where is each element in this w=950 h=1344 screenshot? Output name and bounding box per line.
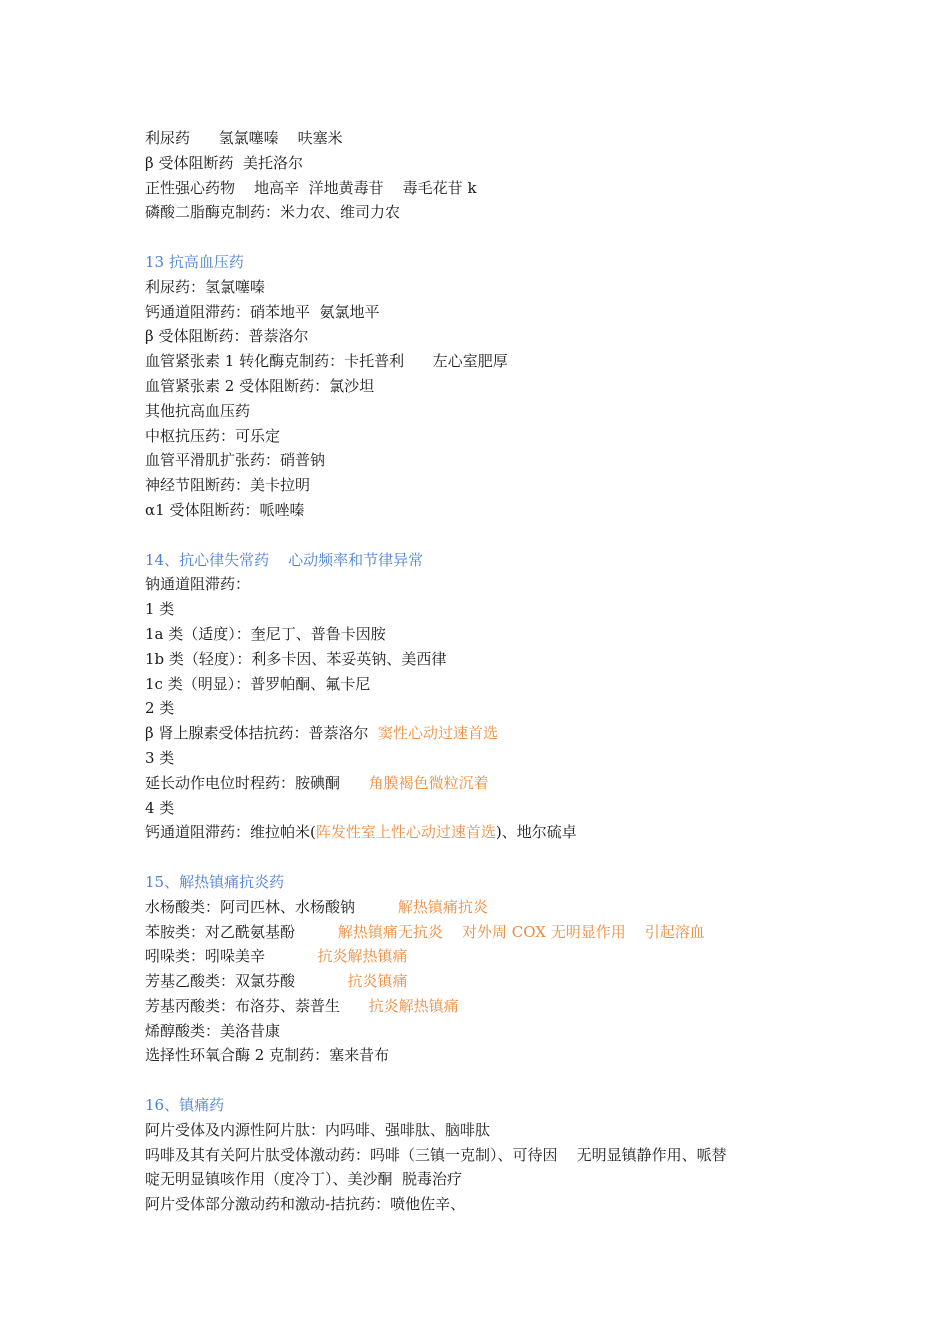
text-line: 利尿药 氢氯噻嗪 呋塞米 bbox=[145, 129, 343, 147]
section-heading-14: 14、抗心律失常药 心动频率和节律异常 bbox=[145, 550, 424, 569]
paragraph-gap bbox=[145, 1068, 825, 1093]
text-line: 血管紧张素 2 受体阻断药：氯沙坦 bbox=[145, 376, 375, 395]
text-line: β 受体阻断药：普萘洛尔 bbox=[145, 327, 309, 346]
text-line: 1 类 bbox=[145, 600, 175, 619]
highlight-note: 抗炎镇痛 bbox=[347, 972, 408, 991]
paragraph-gap bbox=[145, 845, 825, 870]
text-line bbox=[145, 969, 825, 994]
text-line: 磷酸二脂酶克制药：米力农、维司力农 bbox=[145, 203, 401, 222]
text-line: 2 类 bbox=[145, 699, 175, 718]
text-line: 血管平滑肌扩张药：硝普钠 bbox=[145, 451, 326, 470]
text-line: 阿片受体部分激动药和激动-拮抗药：喷他佐辛、 bbox=[145, 1195, 466, 1214]
text-line bbox=[145, 721, 825, 746]
text-line: α1 受体阻断药：哌唑嗪 bbox=[145, 500, 305, 519]
drug-text: 水杨酸类：阿司匹林、水杨酸钠 bbox=[145, 897, 398, 916]
highlight-note: 角膜褐色微粒沉着 bbox=[368, 773, 489, 792]
text-line: 阿片受体及内源性阿片肽：内吗啡、强啡肽、脑啡肽 bbox=[145, 1120, 491, 1139]
text-line: 吗啡及其有关阿片肽受体激动药：吗啡（三镇一克制）、可待因 无明显镇静作用、哌替 bbox=[145, 1145, 727, 1164]
highlight-note: 阵发性室上性心动过速首选 bbox=[315, 823, 496, 842]
highlight-note: 解热镇痛无抗炎 对外周 COX 无明显作用 引起溶血 bbox=[337, 922, 705, 941]
drug-text: 芳基丙酸类：布洛芬、萘普生 bbox=[145, 996, 369, 1015]
text-line: 1c 类（明显）：普罗帕酮、氟卡尼 bbox=[145, 674, 371, 693]
text-line: 血管紧张素 1 转化酶克制药：卡托普利 左心室肥厚 bbox=[145, 352, 508, 371]
text-line: 选择性环氧合酶 2 克制药：塞来昔布 bbox=[145, 1046, 390, 1065]
text-line bbox=[145, 994, 825, 1019]
text-line: 4 类 bbox=[145, 798, 175, 817]
text-line: 神经节阻断药：美卡拉明 bbox=[145, 476, 311, 495]
highlight-note: 抗炎解热镇痛 bbox=[368, 996, 459, 1015]
text-line: 钠通道阻滞药： bbox=[145, 575, 251, 594]
section-heading-15: 15、解热镇痛抗炎药 bbox=[145, 872, 285, 891]
text-line bbox=[145, 944, 825, 969]
text-line: 啶无明显镇咳作用（度冷丁）、美沙酮 脱毒治疗 bbox=[145, 1170, 463, 1189]
paragraph-gap bbox=[145, 225, 825, 250]
text-line: 钙通道阻滞药：硝苯地平 氨氯地平 bbox=[145, 302, 380, 321]
paragraph-gap bbox=[145, 523, 825, 548]
text-line bbox=[145, 771, 825, 796]
text-line: 利尿药：氢氯噻嗪 bbox=[145, 277, 266, 296]
drug-text: 芳基乙酸类：双氯芬酸 bbox=[145, 972, 348, 991]
text-line bbox=[145, 920, 825, 945]
section-heading-13: 13 抗高血压药 bbox=[145, 252, 244, 271]
text-line: β 受体阻断药 美托洛尔 bbox=[145, 153, 303, 172]
highlight-note: 抗炎解热镇痛 bbox=[317, 947, 408, 966]
section-heading-16: 16、镇痛药 bbox=[145, 1096, 225, 1115]
highlight-note: 窦性心动过速首选 bbox=[377, 724, 498, 743]
text-line: 1a 类（适度）：奎尼丁、普鲁卡因胺 bbox=[145, 624, 386, 643]
text-line bbox=[145, 820, 825, 845]
text-line: 烯醇酸类：美洛昔康 bbox=[145, 1021, 281, 1040]
text-line: 其他抗高血压药 bbox=[145, 401, 251, 420]
drug-text: )、地尔硫卓 bbox=[495, 823, 577, 842]
text-line: 1b 类（轻度）：利多卡因、苯妥英钠、美西律 bbox=[145, 649, 447, 668]
drug-text: 延长动作电位时程药：胺碘酮 bbox=[145, 773, 369, 792]
drug-text: 苯胺类：对乙酰氨基酚 bbox=[145, 922, 338, 941]
text-line: 3 类 bbox=[145, 748, 175, 767]
text-line: 中枢抗压药：可乐定 bbox=[145, 426, 281, 445]
document-body bbox=[145, 126, 825, 1217]
text-line bbox=[145, 895, 825, 920]
drug-text: β 肾上腺素受体拮抗药：普萘洛尔 bbox=[145, 724, 378, 743]
text-line: 正性强心药物 地高辛 洋地黄毒苷 毒毛花苷 k bbox=[145, 178, 477, 197]
highlight-note: 解热镇痛抗炎 bbox=[397, 897, 488, 916]
drug-text: 吲哚类：吲哚美辛 bbox=[145, 947, 318, 966]
drug-text: 钙通道阻滞药：维拉帕米( bbox=[145, 823, 316, 842]
